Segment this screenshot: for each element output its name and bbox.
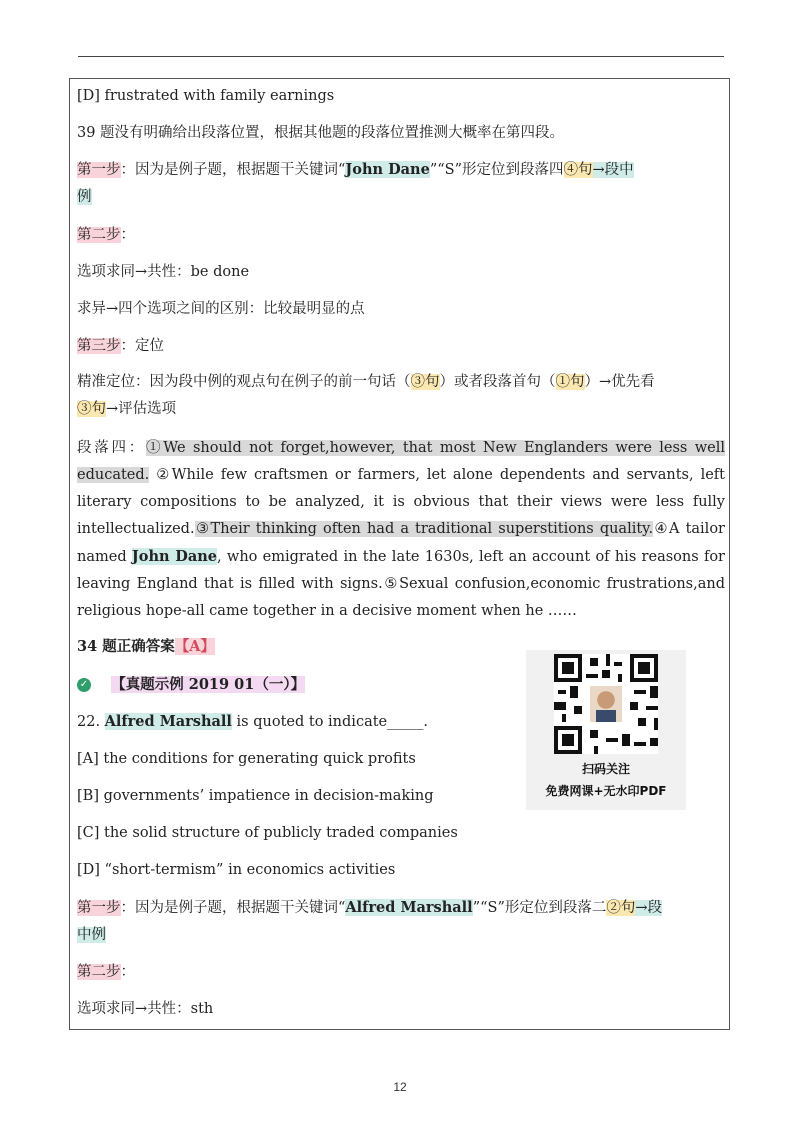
sentence-5: ⑤Sexual confusion,economic frustrations,and religious hope-all came together in a decisive moment when he …… [77, 576, 725, 619]
b-step1-text-e: 中例 [77, 927, 106, 943]
option-a: [A] the conditions for generating quick profits [77, 751, 416, 767]
step1-block [77, 156, 725, 211]
step2-block [77, 225, 725, 245]
b-step2-block [77, 962, 725, 982]
sentence-ref-2: ②句 [606, 900, 636, 916]
sentence-2: ②While few craftsmen or farmers, let alone dependents and servants, left literary compositions to be analyzed, it is obvious that their views were less fully intellectualized. [77, 467, 725, 537]
sentence-ref-3a: ③句 [410, 374, 440, 390]
step3-label: 第三步 [77, 338, 121, 354]
b-step1-block [77, 894, 725, 949]
step2-label: 第二步 [77, 227, 121, 243]
step1-text-d: →段中 [592, 162, 634, 178]
step1-text-b: ”“S”形定位到段落四 [429, 162, 564, 178]
keyword-john-dane-2: John Dane [131, 548, 217, 565]
sentence-3: ③Their thinking often had a traditional superstitions quality. [194, 521, 654, 537]
b-step1-label: 第一步 [77, 900, 121, 916]
step3-text: ：定位 [120, 338, 164, 354]
keyword-alfred-marshall: Alfred Marshall [104, 713, 232, 730]
common-line: 选项求同→共性：be done [77, 264, 250, 280]
qr-caption-promo: 免费网课+无水印PDF [545, 784, 667, 798]
b-common-line: 选项求同→共性：sth [77, 1001, 214, 1017]
option-c: [C] the solid structure of publicly traded companies [77, 825, 458, 841]
step1-text-a: ：因为是例子题，根据题干关键词“ [120, 162, 346, 178]
qr-code-icon [554, 654, 658, 754]
qr-caption-scan: 扫码关注 [581, 762, 630, 776]
step3-block [77, 336, 725, 356]
q39-note: 39 题没有明确给出段落位置，根据其他题的段落位置推测大概率在第四段。 [77, 125, 565, 141]
sentence-ref-4: ④句 [563, 162, 593, 178]
option-b: [B] governments’ impatience in decision-making [77, 788, 434, 804]
step1-text-e: 例 [77, 189, 92, 205]
answer-text: 34 题正确答案 [77, 638, 175, 655]
paragraph-four [77, 435, 725, 625]
step2-colon: ： [120, 227, 135, 243]
sentence-ref-3b: ③句 [77, 401, 106, 417]
locate-block [77, 369, 725, 423]
b-step1-text-d: →段 [635, 900, 663, 916]
locate-text-c: ）或者段落首句（ [439, 374, 556, 390]
option-d-line: [D] frustrated with family earnings [77, 88, 335, 104]
page-number: 12 [393, 1080, 407, 1094]
check-icon: ✓ [77, 678, 91, 692]
option-d: [D] “short-termism” in economics activities [77, 862, 396, 878]
diff-line: 求异→四个选项之间的区别：比较最明显的点 [77, 301, 365, 317]
sentence-4a: ④A tailor named [77, 521, 725, 565]
b-step1-text-a: ：因为是例子题，根据题干关键词“ [120, 900, 346, 916]
q22-text: is quoted to indicate_____. [231, 714, 428, 730]
sentence-4b: , who emigrated in the late 1630s, left an account of his reasons for leaving England that is filled with signs. [77, 549, 725, 592]
sentence-1: ①We should not forget,however, that most New Englanders were less well educated. [77, 440, 726, 483]
sentence-ref-1: ①句 [555, 374, 585, 390]
step1-label: 第一步 [77, 162, 121, 178]
para-label: 段落四： [77, 440, 147, 456]
q22-num: 22. [77, 714, 105, 730]
b-step1-text-b: ”“S”形定位到段落二 [472, 900, 607, 916]
locate-text-a: 精准定位：因为段中例的观点句在例子的前一句话（ [77, 374, 411, 390]
b-step2-label: 第二步 [77, 964, 121, 980]
header-rule [78, 56, 724, 57]
b-step2-colon: ： [120, 964, 135, 980]
answer-value: 【A】 [174, 638, 215, 655]
locate-text-e: ）→优先看 [584, 374, 655, 390]
keyword-john-dane: John Dane [345, 161, 430, 178]
keyword-alfred-marshall-2: Alfred Marshall [345, 899, 473, 916]
locate-text-g: →评估选项 [106, 401, 177, 417]
exam-tag: 【真题示例 2019 01（一）】 [111, 676, 306, 693]
